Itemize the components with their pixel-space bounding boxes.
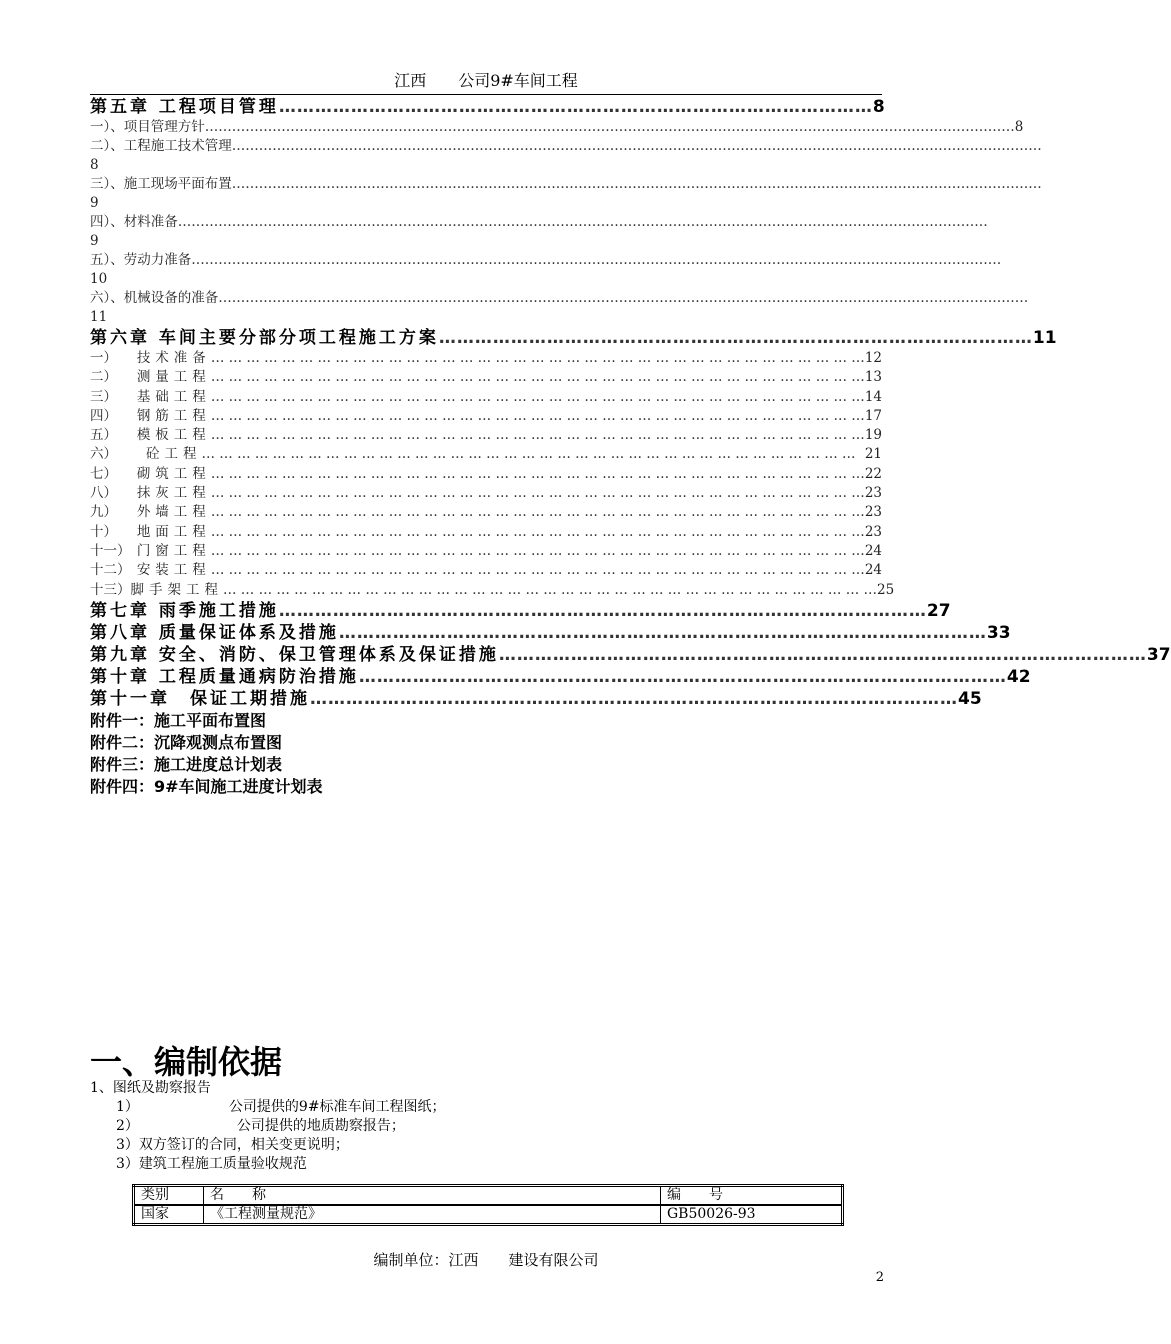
toc-leader: ……………………………………………………………………………………………………………………………………………………………… <box>177 214 988 230</box>
toc-item[interactable] <box>90 445 882 464</box>
toc-num: 十三） <box>90 581 131 598</box>
toc-item[interactable] <box>90 542 882 561</box>
toc-item[interactable] <box>90 349 882 368</box>
table-cell: 国家 <box>134 1205 204 1225</box>
page-number: 2 <box>875 1270 884 1285</box>
toc-num: 十） <box>90 523 117 540</box>
list-num: 2） <box>116 1118 139 1134</box>
toc-page: 22 <box>864 465 882 482</box>
list-text: 建筑工程施工质量验收规范 <box>138 1156 307 1172</box>
toc-leader: ……………………………………………………………………………………………………………………………………………………………… <box>191 252 1002 268</box>
toc-chapter-11[interactable] <box>90 688 982 710</box>
toc-label: 外墙工程 <box>136 504 211 521</box>
toc-page: 23 <box>864 485 882 502</box>
toc-leader: ……………………………………………………………………………………… <box>278 97 873 117</box>
toc-item[interactable] <box>90 523 882 542</box>
toc-label: 第六章 车间主要分部分项工程施工方案 <box>90 328 439 348</box>
toc-label: 第七章 雨季施工措施 <box>90 600 279 621</box>
toc-num: 五） <box>90 427 117 444</box>
toc-num: 七） <box>90 465 117 482</box>
toc-chapter-10[interactable] <box>90 666 1031 688</box>
toc-num: 九） <box>90 504 117 521</box>
table-row <box>134 1205 843 1225</box>
toc-label: 一）、项目管理方针 <box>90 119 205 135</box>
toc-leader: … … … … … … … … … … … … … … … … … … … … … … … … … … … … … … … … … … … … … <box>223 581 877 598</box>
toc-num: 一） <box>90 350 117 366</box>
toc-label: 第九章 安全、消防、保卫管理体系及保证措施 <box>90 644 499 665</box>
toc-page: 11 <box>1032 328 1057 348</box>
toc-page: 21 <box>864 446 882 463</box>
toc-num: 二） <box>90 369 117 386</box>
toc-label: 地面工程 <box>136 523 211 540</box>
list-item <box>90 1117 882 1136</box>
toc-label: 脚手架工程 <box>130 581 223 598</box>
table-header-cell: 编 号 <box>661 1186 843 1206</box>
toc-chapter-8[interactable] <box>90 622 1011 644</box>
toc-item[interactable] <box>90 213 988 232</box>
list-item <box>90 1155 882 1174</box>
toc-page: 11 <box>90 309 108 325</box>
toc-page: 24 <box>864 562 882 579</box>
toc-page: 33 <box>986 622 1011 643</box>
toc-label: 二）、工程施工技术管理 <box>90 138 232 154</box>
toc-item[interactable] <box>90 388 882 407</box>
toc-page: 10 <box>90 271 108 287</box>
toc-item[interactable] <box>90 465 882 484</box>
toc-item[interactable] <box>90 118 1024 137</box>
toc-item[interactable] <box>90 407 882 426</box>
section-title: 一、编制依据 <box>90 1043 283 1081</box>
toc-item[interactable] <box>90 503 882 522</box>
table-header-row <box>134 1186 843 1206</box>
toc-page: 23 <box>864 523 882 540</box>
toc-label: 技术准备 <box>136 350 211 366</box>
list-num: 1） <box>116 1099 139 1115</box>
toc-leader: ……………………………………………………………………………………………… <box>338 622 987 643</box>
toc-item[interactable] <box>90 426 882 445</box>
page-footer <box>90 1250 882 1270</box>
table-cell: 《工程测量规范》 <box>204 1205 661 1225</box>
toc-num: 四） <box>90 407 117 424</box>
toc-leader: ……………………………………………………………………………………………… <box>498 644 1147 665</box>
toc-label: 测量工程 <box>136 369 211 386</box>
toc-leader: … … … … … … … … … … … … … … … … … … … … … … … … … … … … … … … … … … … … … <box>210 350 865 366</box>
toc-label: 钢筋工程 <box>136 407 211 424</box>
toc-label: 基础工程 <box>136 388 211 405</box>
toc-appendix[interactable]: 附件四：9#车间施工进度计划表 <box>90 776 323 796</box>
toc-page: 13 <box>864 369 882 386</box>
toc-item[interactable] <box>90 289 1029 308</box>
toc-item[interactable] <box>90 175 1042 194</box>
toc-num: 八） <box>90 485 117 502</box>
toc-leader: … … … … … … … … … … … … … … … … … … … … … … … … … … … … … … … … … … … … … <box>210 504 865 521</box>
toc-chapter-5-items <box>90 118 1042 327</box>
toc-label: 六）、机械设备的准备 <box>90 290 219 306</box>
toc-page: 14 <box>864 388 882 405</box>
toc-leader: … … … … … … … … … … … … … … … … … … … … … … … … … … … … … … … … … … … … … <box>210 485 865 502</box>
toc-chapter-5[interactable] <box>90 96 885 118</box>
toc-leader: … … … … … … … … … … … … … … … … … … … … … … … … … … … … … … … … … … … … … <box>201 446 856 463</box>
spec-table <box>132 1184 844 1226</box>
toc-leader: … … … … … … … … … … … … … … … … … … … … … … … … … … … … … … … … … … … … … <box>210 465 865 482</box>
list-item <box>90 1098 882 1117</box>
toc-chapter-7[interactable] <box>90 600 951 622</box>
toc-page: 8 <box>872 97 885 117</box>
toc-item[interactable] <box>90 251 1002 270</box>
list-text: 公司提供的9#标准车间工程图纸； <box>228 1099 446 1115</box>
toc-label: 四）、材料准备 <box>90 214 178 230</box>
table-cell: GB50026-93 <box>661 1205 843 1225</box>
toc-appendix[interactable]: 附件二：沉降观测点布置图 <box>90 732 283 752</box>
toc-leader: ……………………………………………………………………………………………………………………………………………………………… <box>231 176 1042 192</box>
toc-label: 砼工程 <box>146 446 202 463</box>
toc-page: 12 <box>864 350 882 366</box>
toc-label: 第十一章 保证工期措施 <box>90 688 310 709</box>
toc-leader: ……………………………………………………………………………………………………………………………………………………………… <box>231 138 1042 154</box>
toc-label: 砌筑工程 <box>136 465 211 482</box>
toc-label: 第八章 质量保证体系及措施 <box>90 622 339 643</box>
toc-label: 第十章 工程质量通病防治措施 <box>90 666 359 687</box>
toc-page: 25 <box>877 581 895 598</box>
toc-page: 8 <box>90 157 99 173</box>
toc-leader: … … … … … … … … … … … … … … … … … … … … … … … … … … … … … … … … … … … … … <box>210 369 865 386</box>
toc-leader: ……………………………………………………………………………………… <box>438 328 1033 348</box>
toc-page: 9 <box>90 233 99 249</box>
toc-leader: … … … … … … … … … … … … … … … … … … … … … … … … … … … … … … … … … … … … … <box>210 523 865 540</box>
toc-page: 9 <box>90 195 99 211</box>
toc-page: 8 <box>1014 119 1024 135</box>
toc-chapter-6-items <box>90 349 895 600</box>
table-header-cell: 类别 <box>134 1186 204 1206</box>
header-title: 江西 公司9#车间工程 <box>394 71 578 90</box>
toc-page: 45 <box>958 688 982 709</box>
list-item <box>90 1136 882 1155</box>
toc-chapter-9[interactable] <box>90 644 1171 666</box>
toc-label: 五）、劳动力准备 <box>90 252 192 268</box>
section-body <box>90 1079 882 1174</box>
toc-page: 42 <box>1006 666 1031 687</box>
toc-label: 三）、施工现场平面布置 <box>90 176 232 192</box>
subsection-heading: 1、图纸及勘察报告 <box>90 1080 211 1096</box>
toc-chapter-6[interactable] <box>90 327 1057 349</box>
toc-leader: ……………………………………………………………………………………………………………………………………………………………… <box>204 119 1015 135</box>
toc-item[interactable] <box>90 368 882 387</box>
toc-leader: … … … … … … … … … … … … … … … … … … … … … … … … … … … … … … … … … … … … … <box>210 542 865 559</box>
toc-leader: … … … … … … … … … … … … … … … … … … … … … … … … … … … … … … … … … … … … … <box>210 407 865 424</box>
toc-label: 门窗工程 <box>136 542 211 559</box>
toc-item[interactable] <box>90 581 895 600</box>
toc-leader: ……………………………………………………………………………………………… <box>278 600 927 621</box>
toc-label: 第五章 工程项目管理 <box>90 97 279 117</box>
table-header-cell: 名 称 <box>204 1186 661 1206</box>
toc-page: 19 <box>864 427 882 444</box>
toc-label: 抹灰工程 <box>136 485 211 502</box>
toc-page: 27 <box>926 600 951 621</box>
toc-leader: … … … … … … … … … … … … … … … … … … … … … … … … … … … … … … … … … … … … … <box>210 427 865 444</box>
list-text: 公司提供的地质勘察报告； <box>236 1118 405 1134</box>
toc-page: 24 <box>864 542 882 559</box>
toc-label: 模板工程 <box>136 427 211 444</box>
list-num: 3） <box>116 1156 139 1172</box>
toc-leader: … … … … … … … … … … … … … … … … … … … … … … … … … … … … … … … … … … … … … <box>210 562 865 579</box>
toc-item[interactable] <box>90 484 882 503</box>
toc-page: 17 <box>864 407 882 424</box>
toc-label: 安装工程 <box>136 562 211 579</box>
toc-item[interactable] <box>90 137 1042 156</box>
toc-leader: ……………………………………………………………………………………………… <box>358 666 1007 687</box>
table-of-contents <box>90 96 1171 798</box>
toc-leader: ……………………………………………………………………………………………………………………………………………………………… <box>218 290 1029 306</box>
toc-page: 23 <box>864 504 882 521</box>
list-num: 3） <box>116 1137 139 1153</box>
toc-num: 十一） <box>90 542 131 559</box>
toc-appendix[interactable]: 附件一：施工平面布置图 <box>90 710 267 730</box>
toc-leader: … … … … … … … … … … … … … … … … … … … … … … … … … … … … … … … … … … … … … <box>210 388 865 405</box>
toc-num: 三） <box>90 388 117 405</box>
toc-item[interactable] <box>90 561 882 580</box>
toc-num: 十二） <box>90 562 131 579</box>
list-text: 双方签订的合同，相关变更说明； <box>138 1137 349 1153</box>
toc-page: 37 <box>1146 644 1171 665</box>
footer-text: 编制单位：江西 建设有限公司 <box>373 1251 599 1269</box>
toc-appendix[interactable]: 附件三：施工进度总计划表 <box>90 754 283 774</box>
page-header <box>90 70 882 95</box>
toc-num: 六） <box>90 446 117 463</box>
toc-leader: ……………………………………………………………………………………………… <box>310 688 958 709</box>
